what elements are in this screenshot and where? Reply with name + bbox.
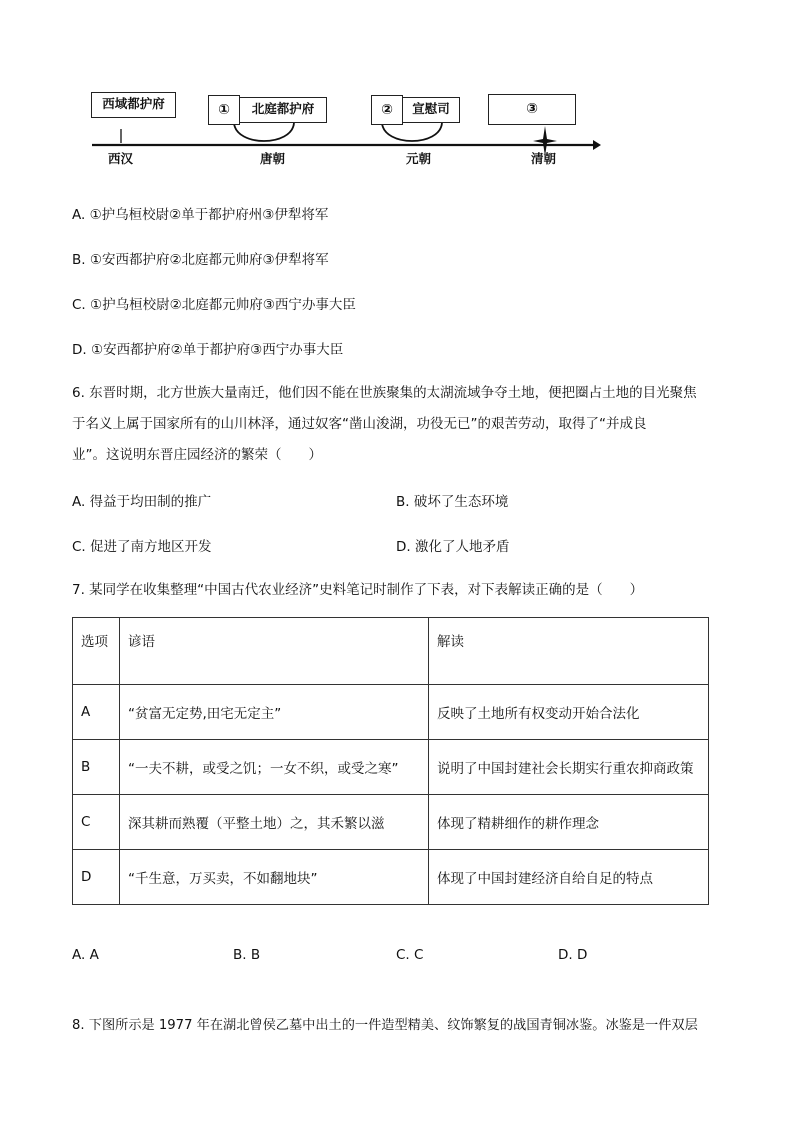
q6-stem-line-3: 业”。这说明东晋庄园经济的繁荣（ ）: [72, 447, 322, 463]
header-option: 选项: [73, 618, 120, 685]
row-proverb: “千生意，万买卖，不如翻地块”: [120, 850, 429, 905]
q6-option-d: D. 激化了人地矛盾: [396, 539, 510, 555]
q6-stem-line-1: 6. 东晋时期，北方世族大量南迁，他们因不能在世族聚集的太湖流域争夺土地，便把圈占土地的目光聚焦: [72, 385, 697, 401]
row-option: C: [73, 795, 120, 850]
row-option: A: [73, 685, 120, 740]
row-proverb: “一夫不耕，或受之饥；一女不织，或受之寒”: [120, 740, 429, 795]
box-xiyu-duhufu: 西域都护府: [91, 92, 176, 118]
row-proverb: 深其耕而熟覆（平整土地）之，其禾繁以滋: [120, 795, 429, 850]
timeline-arrow-head: [593, 140, 601, 150]
table-row: [73, 740, 709, 795]
yuan-bracket: [382, 123, 442, 141]
q7-table: [72, 617, 709, 905]
box-number-1: ①: [208, 95, 240, 125]
q6-option-b: B. 破坏了生态环境: [396, 494, 509, 510]
q5-option-a: A. ①护乌桓校尉②单于都护府州③伊犁将军: [72, 207, 329, 223]
table-header-row: [73, 618, 709, 685]
q8-stem: 8. 下图所示是 1977 年在湖北曾侯乙墓中出土的一件造型精美、纹饰繁复的战国青铜冰鉴。冰鉴是一件双层: [72, 1018, 698, 1033]
table-row: [73, 685, 709, 740]
label-tang: 唐朝: [260, 151, 286, 166]
q6-option-c: C. 促进了南方地区开发: [72, 539, 212, 555]
q7-answer-b: B. B: [233, 947, 261, 963]
header-proverb: 谚语: [120, 618, 429, 685]
row-option: D: [73, 850, 120, 905]
box-number-3: ③: [488, 94, 576, 125]
row-option: B: [73, 740, 120, 795]
row-proverb: “贫富无定势,田宅无定主”: [120, 685, 429, 740]
table-row: [73, 850, 709, 905]
q7-answer-a: A. A: [72, 947, 99, 963]
q7-answer-d: D. D: [558, 947, 588, 963]
label-qing: 清朝: [531, 151, 557, 166]
label-yuan: 元朝: [406, 151, 432, 166]
row-interpretation: 体现了中国封建经济自给自足的特点: [429, 850, 709, 905]
q7-stem: 7. 某同学在收集整理“中国古代农业经济”史料笔记时制作了下表，对下表解读正确的是（ ）: [72, 582, 644, 598]
row-interpretation: 体现了精耕细作的耕作理念: [429, 795, 709, 850]
header-interpretation: 解读: [429, 618, 709, 685]
label-xihan: 西汉: [108, 151, 134, 166]
q5-option-d: D. ①安西都护府②单于都护府③西宁办事大臣: [72, 342, 344, 358]
table-row: [73, 795, 709, 850]
box-beiting-duhufu: 北庭都护府: [239, 97, 327, 123]
row-interpretation: 说明了中国封建社会长期实行重农抑商政策: [429, 740, 709, 795]
box-number-2: ②: [371, 95, 403, 125]
q5-option-b: B. ①安西都护府②北庭都元帅府③伊犁将军: [72, 252, 329, 268]
q6-stem-line-2: 于名义上属于国家所有的山川林泽，通过奴客“凿山浚湖，功役无已”的艰苦劳动，取得了“并成良: [72, 416, 647, 432]
tang-bracket: [234, 123, 294, 141]
q7-answer-c: C. C: [396, 947, 424, 963]
q5-option-c: C. ①护乌桓校尉②北庭都元帅府③西宁办事大臣: [72, 297, 356, 313]
q6-option-a: A. 得益于均田制的推广: [72, 494, 212, 510]
row-interpretation: 反映了土地所有权变动开始合法化: [429, 685, 709, 740]
box-xuanweisi: 宣慰司: [402, 97, 460, 123]
